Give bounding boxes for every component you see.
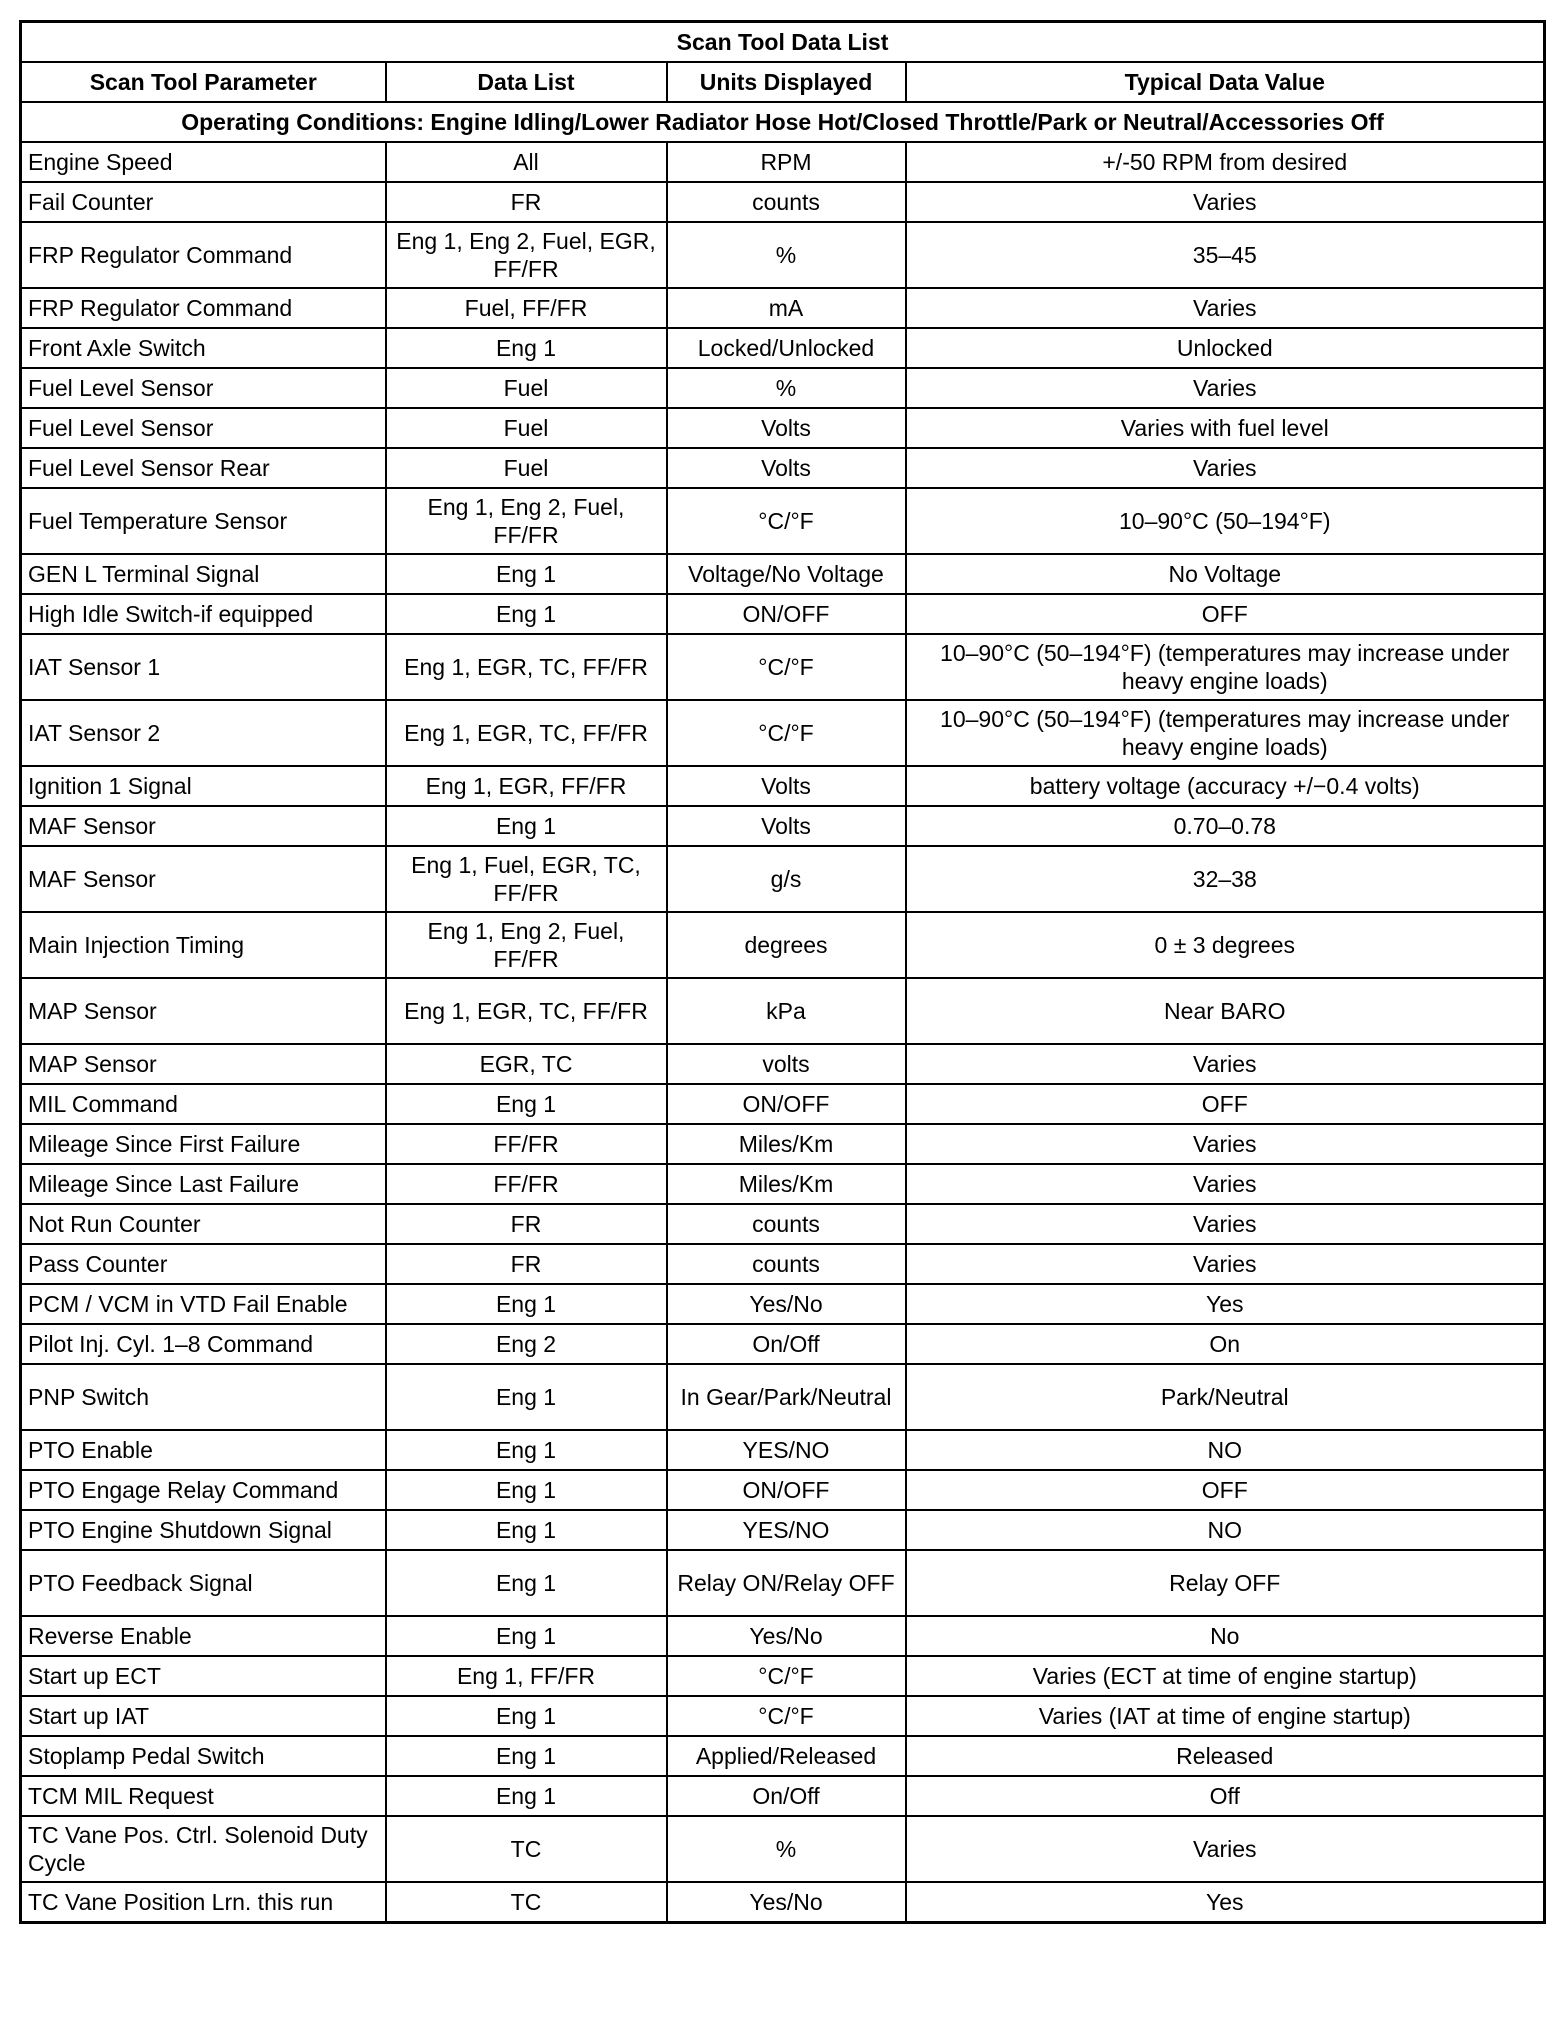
table-row [21,1204,1545,1244]
data-list-cell: Fuel [386,368,667,408]
units-cell: Volts [667,766,906,806]
param-cell: Pilot Inj. Cyl. 1–8 Command [21,1324,386,1364]
header-data-list: Data List [386,62,667,102]
param-cell: GEN L Terminal Signal [21,554,386,594]
units-cell: Volts [667,448,906,488]
table-row [21,1164,1545,1204]
typical-value-cell: No Voltage [906,554,1545,594]
typical-value-cell: Relay OFF [906,1550,1545,1616]
data-list-cell: Eng 1 [386,1776,667,1816]
units-cell: % [667,1816,906,1882]
param-cell: Stoplamp Pedal Switch [21,1736,386,1776]
typical-value-cell: Unlocked [906,328,1545,368]
typical-value-cell: 0.70–0.78 [906,806,1545,846]
units-cell: YES/NO [667,1430,906,1470]
typical-value-cell: Varies [906,288,1545,328]
param-cell: PNP Switch [21,1364,386,1430]
units-cell: Volts [667,408,906,448]
units-cell: Locked/Unlocked [667,328,906,368]
param-cell: Reverse Enable [21,1616,386,1656]
units-cell: Relay ON/Relay OFF [667,1550,906,1616]
typical-value-cell: Varies [906,1244,1545,1284]
data-list-cell: Eng 1 [386,554,667,594]
typical-value-cell: Off [906,1776,1545,1816]
typical-value-cell: NO [906,1510,1545,1550]
typical-value-cell: Varies [906,368,1545,408]
table-row [21,368,1545,408]
data-list-cell: Eng 1 [386,1284,667,1324]
typical-value-cell: Varies [906,1204,1545,1244]
param-cell: Fuel Level Sensor Rear [21,448,386,488]
units-cell: % [667,368,906,408]
data-list-cell: FF/FR [386,1164,667,1204]
param-cell: IAT Sensor 1 [21,634,386,700]
data-list-cell: Eng 1 [386,1470,667,1510]
data-list-cell: Eng 1, Eng 2, Fuel, FF/FR [386,912,667,978]
data-list-cell: Eng 1 [386,806,667,846]
data-list-cell: Eng 1, EGR, TC, FF/FR [386,978,667,1044]
header-parameter: Scan Tool Parameter [21,62,386,102]
table-row [21,288,1545,328]
param-cell: FRP Regulator Command [21,288,386,328]
param-cell: MAF Sensor [21,846,386,912]
data-list-cell: Eng 1 [386,1364,667,1430]
operating-conditions: Operating Conditions: Engine Idling/Lower Radiator Hose Hot/Closed Throttle/Park or Neutral/Accessories Off [21,102,1545,142]
table-row [21,1776,1545,1816]
title-row [21,22,1545,63]
data-list-cell: Eng 1, Eng 2, Fuel, EGR, FF/FR [386,222,667,288]
table-row [21,1084,1545,1124]
typical-value-cell: OFF [906,594,1545,634]
typical-value-cell: Varies [906,1816,1545,1882]
typical-value-cell: OFF [906,1084,1545,1124]
param-cell: Fuel Level Sensor [21,408,386,448]
units-cell: Yes/No [667,1882,906,1923]
typical-value-cell: On [906,1324,1545,1364]
data-list-cell: TC [386,1816,667,1882]
table-row [21,488,1545,554]
table-row [21,1044,1545,1084]
table-row [21,1124,1545,1164]
typical-value-cell: OFF [906,1470,1545,1510]
units-cell: ON/OFF [667,594,906,634]
units-cell: On/Off [667,1776,906,1816]
param-cell: MIL Command [21,1084,386,1124]
scan-tool-data-table [19,20,1546,1924]
data-list-cell: Eng 1, Eng 2, Fuel, FF/FR [386,488,667,554]
table-row [21,1470,1545,1510]
param-cell: MAF Sensor [21,806,386,846]
param-cell: Start up ECT [21,1656,386,1696]
units-cell: °C/°F [667,700,906,766]
data-list-cell: FR [386,182,667,222]
param-cell: IAT Sensor 2 [21,700,386,766]
param-cell: Mileage Since First Failure [21,1124,386,1164]
table-row [21,1430,1545,1470]
typical-value-cell: Yes [906,1882,1545,1923]
typical-value-cell: +/-50 RPM from desired [906,142,1545,182]
units-cell: °C/°F [667,1696,906,1736]
typical-value-cell: 10–90°C (50–194°F) [906,488,1545,554]
param-cell: Start up IAT [21,1696,386,1736]
table-row [21,1510,1545,1550]
units-cell: Volts [667,806,906,846]
units-cell: Yes/No [667,1616,906,1656]
table-row [21,1324,1545,1364]
typical-value-cell: 10–90°C (50–194°F) (temperatures may increase under heavy engine loads) [906,700,1545,766]
table-row [21,766,1545,806]
param-cell: PTO Engine Shutdown Signal [21,1510,386,1550]
table-row [21,1550,1545,1616]
units-cell: Miles/Km [667,1164,906,1204]
param-cell: High Idle Switch-if equipped [21,594,386,634]
data-list-cell: Eng 2 [386,1324,667,1364]
units-cell: counts [667,182,906,222]
param-cell: TC Vane Pos. Ctrl. Solenoid Duty Cycle [21,1816,386,1882]
data-list-cell: Fuel [386,448,667,488]
data-list-cell: EGR, TC [386,1044,667,1084]
units-cell: Miles/Km [667,1124,906,1164]
table-row [21,806,1545,846]
table-row [21,182,1545,222]
param-cell: PTO Feedback Signal [21,1550,386,1616]
data-list-cell: Eng 1 [386,328,667,368]
param-cell: Fail Counter [21,182,386,222]
data-list-cell: Eng 1 [386,1696,667,1736]
data-list-cell: FR [386,1244,667,1284]
header-typical-value: Typical Data Value [906,62,1545,102]
param-cell: PTO Enable [21,1430,386,1470]
units-cell: °C/°F [667,488,906,554]
typical-value-cell: 35–45 [906,222,1545,288]
param-cell: Front Axle Switch [21,328,386,368]
table-row [21,594,1545,634]
param-cell: MAP Sensor [21,978,386,1044]
data-list-cell: Eng 1 [386,1616,667,1656]
conditions-row [21,102,1545,142]
units-cell: On/Off [667,1324,906,1364]
units-cell: YES/NO [667,1510,906,1550]
typical-value-cell: Varies [906,448,1545,488]
param-cell: TC Vane Position Lrn. this run [21,1882,386,1923]
units-cell: counts [667,1204,906,1244]
table-row [21,1736,1545,1776]
param-cell: MAP Sensor [21,1044,386,1084]
param-cell: Fuel Level Sensor [21,368,386,408]
table-row [21,1882,1545,1923]
data-list-cell: Eng 1 [386,594,667,634]
data-list-cell: Eng 1, EGR, TC, FF/FR [386,634,667,700]
header-units: Units Displayed [667,62,906,102]
data-list-cell: Eng 1, Fuel, EGR, TC, FF/FR [386,846,667,912]
table-row [21,554,1545,594]
units-cell: g/s [667,846,906,912]
param-cell: Mileage Since Last Failure [21,1164,386,1204]
data-list-cell: Fuel [386,408,667,448]
data-list-cell: Eng 1, EGR, TC, FF/FR [386,700,667,766]
units-cell: kPa [667,978,906,1044]
typical-value-cell: Near BARO [906,978,1545,1044]
typical-value-cell: Varies with fuel level [906,408,1545,448]
units-cell: % [667,222,906,288]
data-list-cell: Eng 1 [386,1550,667,1616]
data-list-cell: TC [386,1882,667,1923]
data-list-cell: Fuel, FF/FR [386,288,667,328]
units-cell: degrees [667,912,906,978]
table-row [21,1816,1545,1882]
param-cell: FRP Regulator Command [21,222,386,288]
units-cell: ON/OFF [667,1470,906,1510]
table-row [21,1364,1545,1430]
table-row [21,978,1545,1044]
units-cell: °C/°F [667,634,906,700]
typical-value-cell: Park/Neutral [906,1364,1545,1430]
param-cell: Pass Counter [21,1244,386,1284]
units-cell: Voltage/No Voltage [667,554,906,594]
typical-value-cell: Varies [906,182,1545,222]
units-cell: In Gear/Park/Neutral [667,1364,906,1430]
table-row [21,408,1545,448]
table-row [21,1656,1545,1696]
data-list-cell: Eng 1 [386,1084,667,1124]
table-row [21,700,1545,766]
units-cell: °C/°F [667,1656,906,1696]
data-list-cell: Eng 1 [386,1736,667,1776]
header-row [21,62,1545,102]
param-cell: Ignition 1 Signal [21,766,386,806]
table-row [21,328,1545,368]
data-list-cell: FR [386,1204,667,1244]
param-cell: PCM / VCM in VTD Fail Enable [21,1284,386,1324]
typical-value-cell: 32–38 [906,846,1545,912]
typical-value-cell: Varies [906,1164,1545,1204]
typical-value-cell: Varies (ECT at time of engine startup) [906,1656,1545,1696]
typical-value-cell: Released [906,1736,1545,1776]
table-title: Scan Tool Data List [21,22,1545,63]
data-list-cell: All [386,142,667,182]
typical-value-cell: 10–90°C (50–194°F) (temperatures may increase under heavy engine loads) [906,634,1545,700]
data-list-cell: Eng 1, FF/FR [386,1656,667,1696]
table-row [21,1244,1545,1284]
param-cell: TCM MIL Request [21,1776,386,1816]
units-cell: ON/OFF [667,1084,906,1124]
typical-value-cell: 0 ± 3 degrees [906,912,1545,978]
typical-value-cell: battery voltage (accuracy +/−0.4 volts) [906,766,1545,806]
table-row [21,912,1545,978]
units-cell: Yes/No [667,1284,906,1324]
table-row [21,448,1545,488]
typical-value-cell: Varies [906,1044,1545,1084]
units-cell: counts [667,1244,906,1284]
param-cell: Main Injection Timing [21,912,386,978]
typical-value-cell: No [906,1616,1545,1656]
table-row [21,222,1545,288]
data-list-cell: Eng 1 [386,1430,667,1470]
typical-value-cell: NO [906,1430,1545,1470]
table-row [21,634,1545,700]
table-row [21,1616,1545,1656]
table-row [21,1284,1545,1324]
table-row [21,1696,1545,1736]
units-cell: RPM [667,142,906,182]
table-body [21,142,1545,1923]
data-list-cell: Eng 1, EGR, FF/FR [386,766,667,806]
data-list-cell: Eng 1 [386,1510,667,1550]
table-row [21,846,1545,912]
typical-value-cell: Varies [906,1124,1545,1164]
typical-value-cell: Yes [906,1284,1545,1324]
param-cell: Engine Speed [21,142,386,182]
param-cell: Not Run Counter [21,1204,386,1244]
param-cell: Fuel Temperature Sensor [21,488,386,554]
typical-value-cell: Varies (IAT at time of engine startup) [906,1696,1545,1736]
units-cell: Applied/Released [667,1736,906,1776]
param-cell: PTO Engage Relay Command [21,1470,386,1510]
units-cell: mA [667,288,906,328]
table-row [21,142,1545,182]
data-list-cell: FF/FR [386,1124,667,1164]
units-cell: volts [667,1044,906,1084]
